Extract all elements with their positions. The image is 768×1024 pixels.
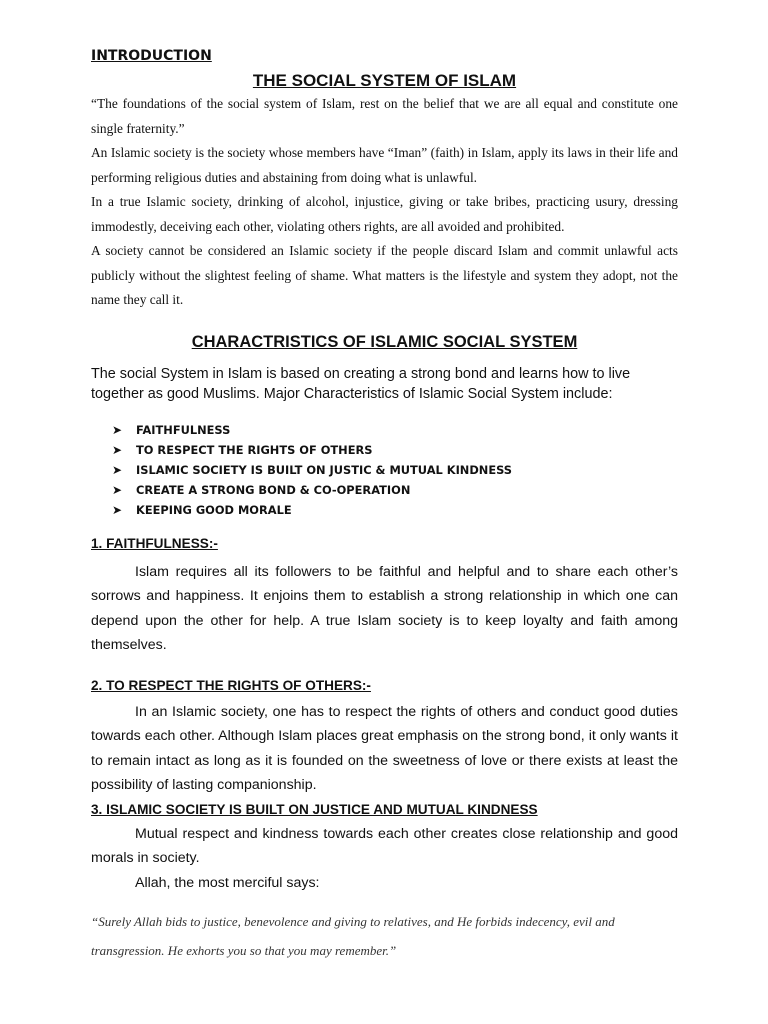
intro-paragraph-3: In a true Islamic society, drinking of alcohol, injustice, giving or take bribes, practicing usury, dressing immodestly, deceiving each other, violating others rights, are all avoided and prohibited.	[91, 194, 678, 234]
section-heading-rights: 2. TO RESPECT THE RIGHTS OF OTHERS:-	[91, 677, 371, 693]
section-text-rights-content: In an Islamic society, one has to respect the rights of others and conduct good duties towards each other. Although Islam places great emphasis on the strong bond, it only wants it to remain intact as long as it is founded on the sweetness of love or there exists at least the possibility of lasting companionship.	[91, 703, 678, 793]
list-item-label: TO RESPECT THE RIGHTS OF OTHERS	[136, 442, 373, 457]
section-text-faithfulness	[91, 560, 678, 658]
section-heading-justice: 3. ISLAMIC SOCIETY IS BUILT ON JUSTICE AND MUTUAL KINDNESS	[91, 801, 538, 817]
section-text-faithfulness-content: Islam requires all its followers to be faithful and helpful and to share each other’s sorrows and happiness. It enjoins them to establish a strong relationship in which one can depend upon the other for help. A true Islam society is to keep loyalty and faith among themselves.	[91, 563, 678, 653]
quote-lead-content: Allah, the most merciful says:	[135, 874, 320, 891]
list-item-label: KEEPING GOOD MORALE	[136, 502, 292, 517]
intro-paragraph-2: An Islamic society is the society whose members have “Iman” (faith) in Islam, apply its laws in their life and performing religious duties and abstaining from doing what is unlawful.	[91, 145, 678, 185]
quranic-quote: “Surely Allah bids to justice, benevolence and giving to relatives, and He forbids indecency, evil and transgression. He exhorts you so that you may remember.”	[91, 914, 615, 958]
arrow-bullet-icon: ➤	[112, 442, 123, 457]
characteristics-title: CHARACTRISTICS OF ISLAMIC SOCIAL SYSTEM	[191, 332, 578, 351]
section-heading-faithfulness: 1. FAITHFULNESS:-	[91, 535, 218, 551]
list-item-label: ISLAMIC SOCIETY IS BUILT ON JUSTIC & MUTUAL KINDNESS	[136, 462, 513, 477]
section-text-justice	[91, 822, 678, 871]
intro-paragraph-4: A society cannot be considered an Islamic society if the people discard Islam and commit unlawful acts publicly without the slightest feeling of shame. What matters is the lifestyle and system they adopt, not the name they call it.	[91, 243, 678, 307]
quote-lead	[91, 871, 678, 896]
section-text-justice-content: Mutual respect and kindness towards each other creates close relationship and good morals in society.	[91, 825, 678, 866]
arrow-bullet-icon: ➤	[112, 462, 123, 477]
characteristics-intro: The social System in Islam is based on creating a strong bond and learns how to live together as good Muslims. Major Characteristics of Islamic Social System include:	[91, 365, 631, 402]
arrow-bullet-icon: ➤	[112, 482, 123, 497]
introduction-label: INTRODUCTION	[91, 48, 212, 64]
characteristics-list	[91, 420, 678, 520]
section-text-rights	[91, 700, 678, 798]
list-item	[112, 440, 678, 460]
list-item-label: CREATE A STRONG BOND & CO-OPERATION	[136, 482, 411, 497]
list-item	[112, 460, 678, 480]
list-item	[112, 420, 678, 440]
list-item	[112, 500, 678, 520]
arrow-bullet-icon: ➤	[112, 502, 123, 517]
list-item	[112, 480, 678, 500]
intro-paragraph-1: “The foundations of the social system of Islam, rest on the belief that we are all equal and constitute one single fraternity.”	[91, 96, 678, 136]
arrow-bullet-icon: ➤	[112, 422, 123, 437]
list-item-label: FAITHFULNESS	[136, 422, 231, 437]
page-title: THE SOCIAL SYSTEM OF ISLAM	[252, 71, 517, 90]
